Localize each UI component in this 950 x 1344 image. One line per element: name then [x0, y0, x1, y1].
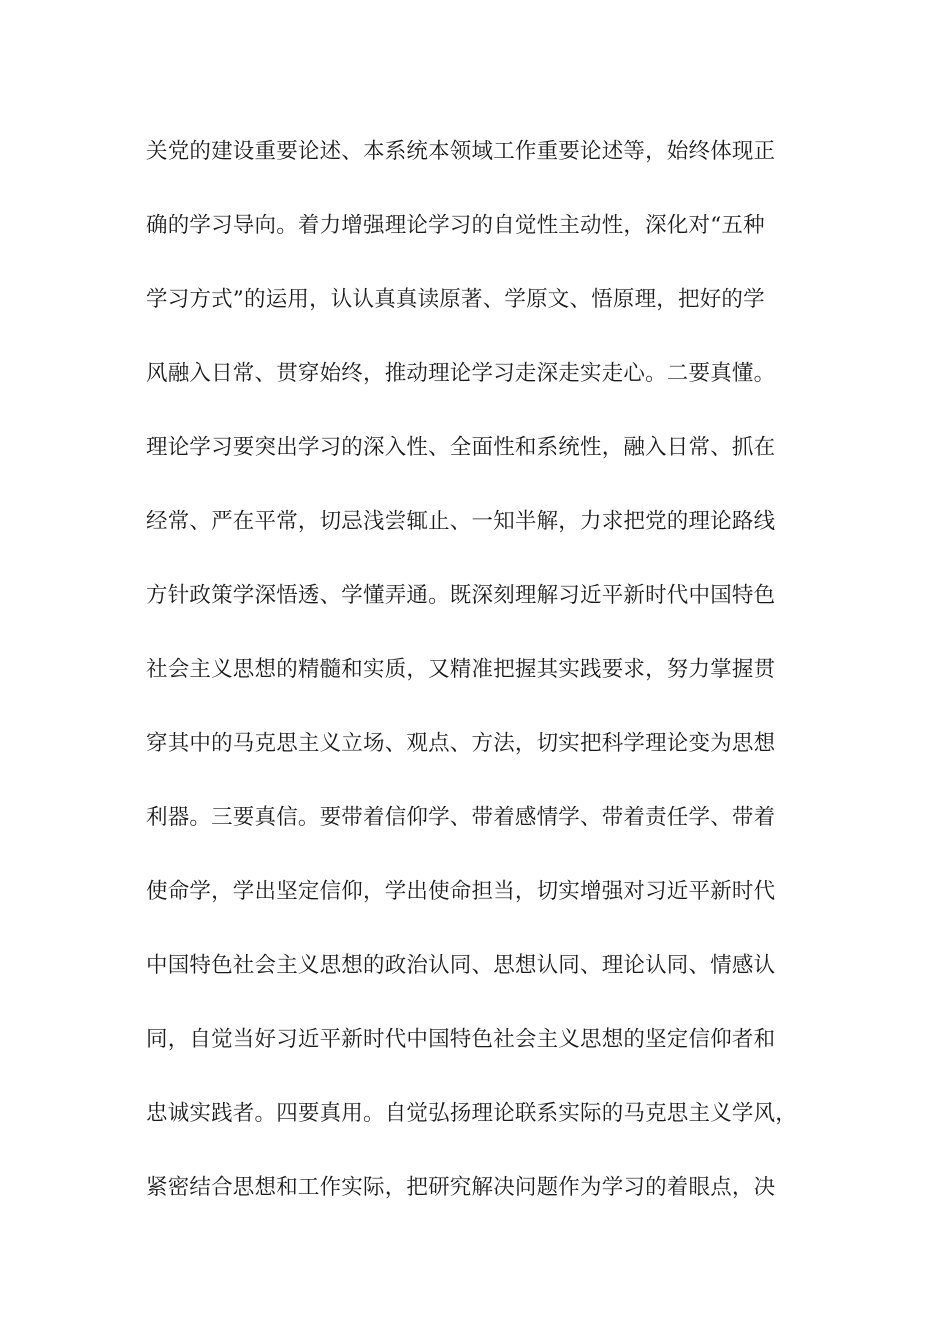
text-line: 同，自觉当好习近平新时代中国特色社会主义思想的坚定信仰者和	[146, 1027, 776, 1052]
text-line: 利器。三要真信。要带着信仰学、带着感情学、带着责任学、带着	[146, 805, 776, 830]
text-line: 中国特色社会主义思想的政治认同、思想认同、理论认同、情感认	[146, 953, 776, 978]
text-line: 确的学习导向。着力增强理论学习的自觉性主动性，深化对“五种	[146, 213, 765, 238]
text-line: 理论学习要突出学习的深入性、全面性和系统性，融入日常、抓在	[146, 435, 776, 460]
text-line: 关党的建设重要论述、本系统本领域工作重要论述等，始终体现正	[146, 139, 776, 164]
text-line: 经常、严在平常，切忌浅尝辄止、一知半解，力求把党的理论路线	[146, 509, 776, 534]
text-line: 风融入日常、贯穿始终，推动理论学习走深走实走心。二要真懂。	[146, 361, 776, 386]
text-line: 穿其中的马克思主义立场、观点、方法，切实把科学理论变为思想	[146, 731, 776, 756]
text-line: 社会主义思想的精髓和实质，又精准把握其实践要求，努力掌握贯	[146, 657, 776, 682]
text-line: 学习方式”的运用，认认真真读原著、学原文、悟原理，把好的学	[146, 287, 765, 312]
text-line: 使命学，学出坚定信仰，学出使命担当，切实增强对习近平新时代	[146, 879, 776, 904]
text-line: 忠诚实践者。四要真用。自觉弘扬理论联系实际的马克思主义学风，	[146, 1101, 798, 1126]
text-line: 方针政策学深悟透、学懂弄通。既深刻理解习近平新时代中国特色	[146, 583, 776, 608]
text-line: 紧密结合思想和工作实际，把研究解决问题作为学习的着眼点，决	[146, 1175, 776, 1200]
